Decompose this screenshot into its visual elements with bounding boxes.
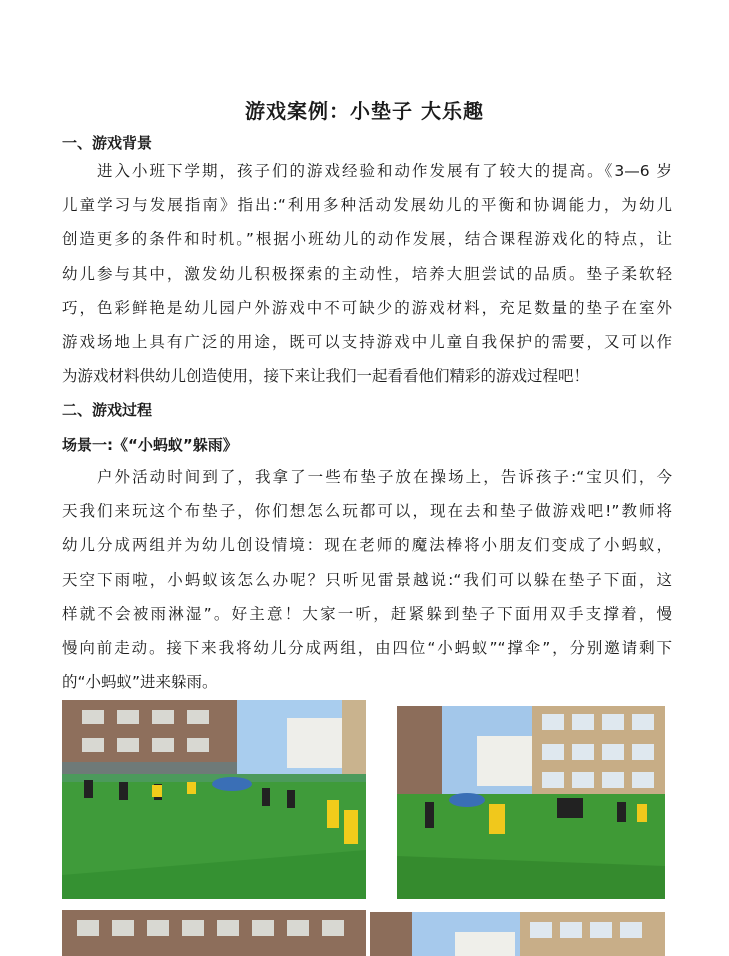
paragraph-line: 的“小蚂蚁”进来躲雨。 — [62, 673, 218, 692]
paragraph-line: 为游戏材料供幼儿创造使用，接下来让我们一起看看他们精彩的游戏过程吧！ — [62, 367, 590, 386]
photo-playground-1 — [62, 700, 366, 899]
scene-heading: 场景一:《“小蚂蚁”躲雨》 — [62, 436, 238, 454]
paragraph-line: 慢向前走动。接下来我将幼儿分成两组，由四位“小蚂蚁”“撑伞”，分别邀请剩下 — [62, 639, 672, 658]
paragraph-line: 进入小班下学期，孩子们的游戏经验和动作发展有了较大的提高。《3—6 岁 — [97, 162, 672, 180]
page-title: 游戏案例：小垫子 大乐趣 — [245, 99, 484, 123]
photo-playground-4 — [370, 912, 665, 956]
paragraph-line: 幼儿参与其中，激发幼儿积极探索的主动性，培养大胆尝试的品质。垫子柔软轻 — [62, 264, 672, 283]
scene-paragraph — [62, 460, 672, 699]
paragraph-line: 样就不会被雨淋湿”。好主意！大家一听，赶紧躲到垫子下面用双手支撑着，慢 — [62, 604, 672, 623]
paragraph-line: 创造更多的条件和时机。”根据小班幼儿的动作发展，结合课程游戏化的特点，让 — [62, 230, 672, 249]
paragraph-line: 天我们来玩这个布垫子，你们想怎么玩都可以，现在去和垫子做游戏吧!”教师将 — [62, 502, 672, 521]
paragraph-line: 游戏场地上具有广泛的用途，既可以支持游戏中儿童自我保护的需要，又可以作 — [62, 333, 672, 352]
section-heading-background: 一、游戏背景 — [62, 134, 153, 152]
photo-playground-3 — [62, 910, 366, 956]
paragraph-line: 儿童学习与发展指南》指出:“利用多种活动发展幼儿的平衡和协调能力，为幼儿 — [62, 196, 672, 215]
section-heading-process: 二、游戏过程 — [62, 401, 153, 419]
background-paragraph — [62, 154, 672, 393]
paragraph-line: 幼儿分成两组并为幼儿创设情境：现在老师的魔法棒将小朋友们变成了小蚂蚁， — [62, 536, 672, 555]
paragraph-line: 天空下雨啦，小蚂蚁该怎么办呢？只听见雷景越说:“我们可以躲在垫子下面，这 — [62, 570, 672, 589]
photo-playground-2 — [397, 706, 665, 899]
paragraph-line: 巧，色彩鲜艳是幼儿园户外游戏中不可缺少的游戏材料，充足数量的垫子在室外 — [62, 298, 672, 317]
paragraph-line: 户外活动时间到了，我拿了一些布垫子放在操场上，告诉孩子:“宝贝们，今 — [97, 468, 672, 486]
